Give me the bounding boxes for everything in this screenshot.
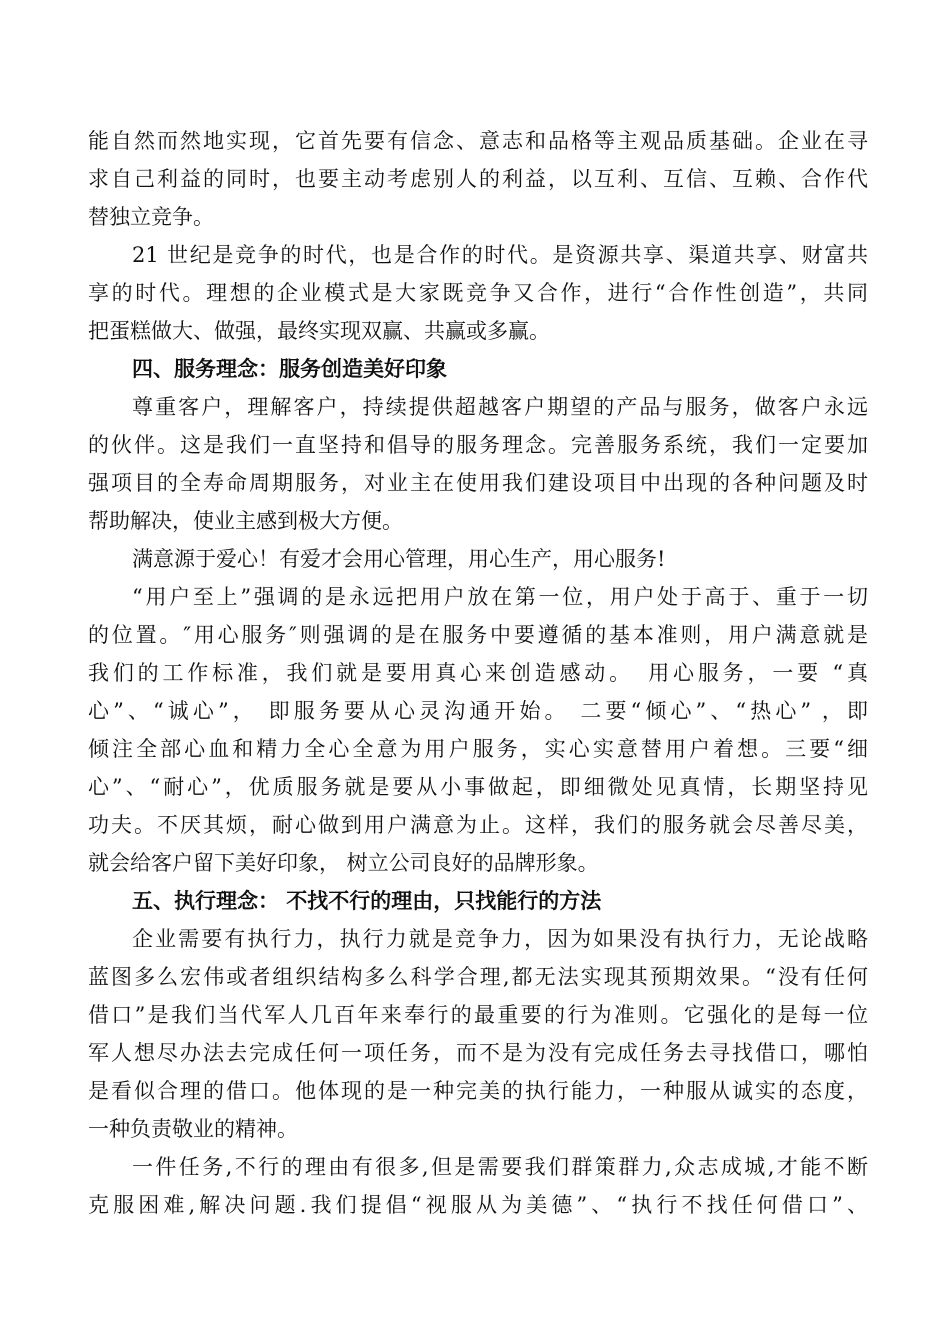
text-line: 一件任务,不行的理由有很多,但是需要我们群策群力,众志成城,才能不断 [132, 1155, 868, 1179]
section-heading: 五、执行理念： 不找不行的理由，只找能行的方法 [132, 888, 602, 913]
text-line: 能自然而然地实现，它首先要有信念、意志和品格等主观品质基础。企业在寻 [88, 129, 868, 153]
text-line: 一种负责敬业的精神。 [88, 1117, 298, 1141]
text-line: 军人想尽办法去完成任何一项任务，而不是为没有完成任务去寻找借口，哪怕 [88, 1041, 868, 1065]
text-line: 替独立竞争。 [88, 205, 214, 229]
text-line: 我们的工作标准，我们就是要用真心来创造感动。 用心服务，一要 “真 [88, 661, 868, 685]
text-line: 倾注全部心血和精力全心全意为用户服务，实心实意替用户着想。三要“细 [88, 737, 868, 761]
text-line: 强项目的全寿命周期服务，对业主在使用我们建设项目中出现的各种问题及时 [88, 471, 868, 495]
text-line: 企业需要有执行力，执行力就是竞争力，因为如果没有执行力，无论战略 [132, 927, 868, 951]
text-line: 满意源于爱心！有爱才会用心管理，用心生产，用心服务! [132, 547, 666, 571]
text-line: 尊重客户，理解客户，持续提供超越客户期望的产品与服务，做客户永远 [132, 395, 868, 419]
text-line: 把蛋糕做大、做强，最终实现双赢、共赢或多赢。 [88, 319, 550, 343]
text-line: 就会给客户留下美好印象， 树立公司良好的品牌形象。 [88, 851, 599, 875]
text-line: 求自己利益的同时，也要主动考虑别人的利益，以互利、互信、互赖、合作代 [88, 167, 868, 191]
text-line: 的位置。″用心服务″则强调的是在服务中要遵循的基本准则，用户满意就是 [88, 623, 868, 647]
text-line: 帮助解决，使业主感到极大方便。 [88, 509, 403, 533]
text-line: 功夫。不厌其烦，耐心做到用户满意为止。这样，我们的服务就会尽善尽美， [88, 813, 868, 837]
text-line: 克服困难,解决问题.我们提倡“视服从为美德”、“执行不找任何借口”、 [88, 1193, 868, 1217]
section-heading: 四、服务理念：服务创造美好印象 [132, 356, 447, 381]
text-line: 21 世纪是竞争的时代，也是合作的时代。是资源共享、渠道共享、财富共 [132, 243, 868, 267]
text-line: 是看似合理的借口。他体现的是一种完美的执行能力，一种服从诚实的态度， [88, 1079, 868, 1103]
text-line: 心”、“诚心”， 即服务要从心灵沟通开始。 二要“倾心”、“热心” ，即 [88, 699, 868, 723]
text-line: 享的时代。理想的企业模式是大家既竞争又合作，进行“合作性创造”，共同 [88, 281, 868, 305]
text-line: 的伙伴。这是我们一直坚持和倡导的服务理念。完善服务系统，我们一定要加 [88, 433, 868, 457]
text-line: 蓝图多么宏伟或者组织结构多么科学合理,都无法实现其预期效果。“没有任何 [88, 965, 868, 989]
text-line: “用户至上”强调的是永远把用户放在第一位，用户处于高于、重于一切 [132, 585, 868, 609]
text-line: 心”、“耐心”，优质服务就是要从小事做起，即细微处见真情，长期坚持见 [88, 775, 868, 799]
text-line: 借口”是我们当代军人几百年来奉行的最重要的行为准则。它强化的是每一位 [88, 1003, 868, 1027]
